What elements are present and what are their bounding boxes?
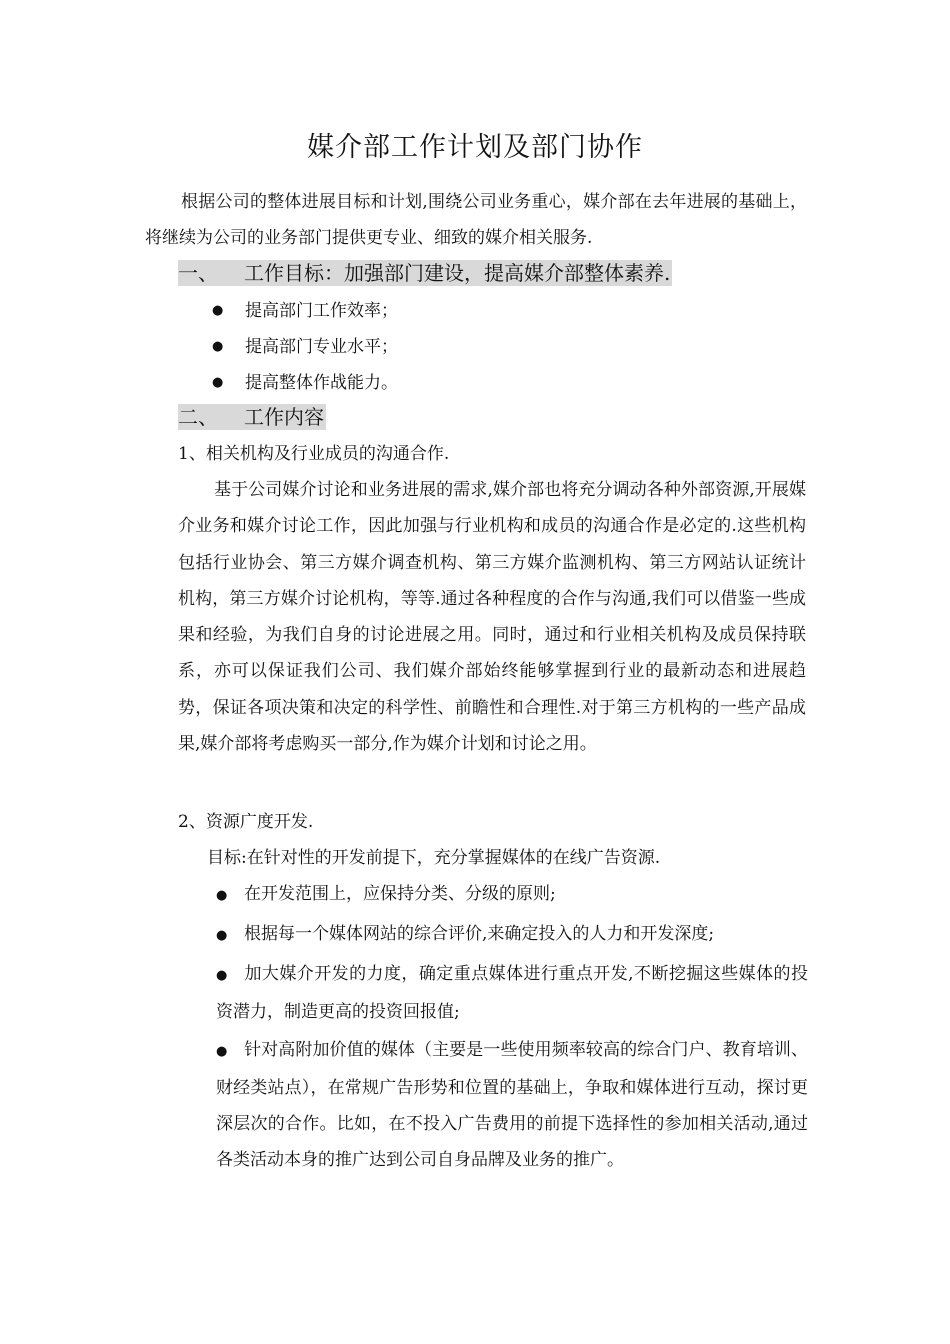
section-1-heading	[178, 260, 672, 286]
list-item: ● 加大媒介开发的力度，确定重点媒体进行重点开发,不断挖掘这些媒体的投资潜力，制造更高的投资回报值;	[216, 956, 808, 1030]
subsection-2-title: 2、资源广度开发.	[178, 812, 314, 832]
list-item: ● 根据每一个媒体网站的综合评价,来确定投入的人力和开发深度;	[216, 916, 808, 954]
list-item: ● 提高部门专业水平；	[178, 329, 808, 365]
subsection-1-paragraph: 基于公司媒介讨论和业务进展的需求,媒介部也将充分调动各种外部资源,开展媒介业务和媒介讨论工作，因此加强与行业机构和成员的沟通合作是必定的.这些机构包括行业协会、第三方媒介调查机构、第三方媒介监测机构、第三方网站认证统计机构，第三方媒介讨论机构，等等.通过各种程度的合作与沟通,我们可以借鉴一些成果和经验，为我们自身的讨论进展之用。同时，通过和行业相关机构及成员保持联系，亦可以保证我们公司、我们媒介部始终能够掌握到行业的最新动态和进展趋势，保证各项决策和决定的科学性、前瞻性和合理性.对于第三方机构的一些产品成果,媒介部将考虑购买一部分,作为媒介计划和讨论之用。	[178, 480, 806, 755]
list-item: ● 在开发范围上，应保持分类、分级的原则;	[216, 876, 808, 914]
bullet-icon: ●	[212, 303, 224, 318]
section-2-heading-text: 工作内容	[244, 405, 324, 429]
section-1-number: 一、	[178, 261, 218, 285]
section-1-heading-text: 工作目标：加强部门建设，提高媒介部整体素养.	[244, 261, 671, 285]
subsection-1-title: 1、相关机构及行业成员的沟通合作.	[178, 444, 450, 464]
section-2-heading	[178, 404, 326, 430]
subsection-2-goal: 目标:在针对性的开发前提下，充分掌握媒体的在线广告资源.	[207, 848, 661, 868]
section-1-goal-list	[178, 293, 808, 401]
section-2-number: 二、	[178, 405, 218, 429]
bullet-icon: ●	[216, 888, 228, 903]
page-title: 媒介部工作计划及部门协作	[307, 132, 643, 163]
bullet-icon: ●	[216, 968, 228, 983]
intro-paragraph: 根据公司的整体进展目标和计划,围绕公司业务重心，媒介部在去年进展的基础上，将继续为公司的业务部门提供更专业、细致的媒介相关服务.	[145, 192, 807, 248]
list-item: ● 提高整体作战能力。	[178, 365, 808, 401]
subsection-2-list	[216, 876, 808, 1180]
list-item: ● 提高部门工作效率；	[178, 293, 808, 329]
bullet-icon: ●	[212, 339, 224, 354]
bullet-icon: ●	[216, 928, 228, 943]
list-item: ● 针对高附加价值的媒体（主要是一些使用频率较高的综合门户、教育培训、财经类站点），在常规广告形势和位置的基础上，争取和媒体进行互动，探讨更深层次的合作。比如，在不投入广告费用的前提下选择性的参加相关活动,通过各类活动本身的推广达到公司自身品牌及业务的推广。	[216, 1032, 808, 1178]
bullet-icon: ●	[216, 1044, 228, 1059]
bullet-icon: ●	[212, 375, 224, 390]
